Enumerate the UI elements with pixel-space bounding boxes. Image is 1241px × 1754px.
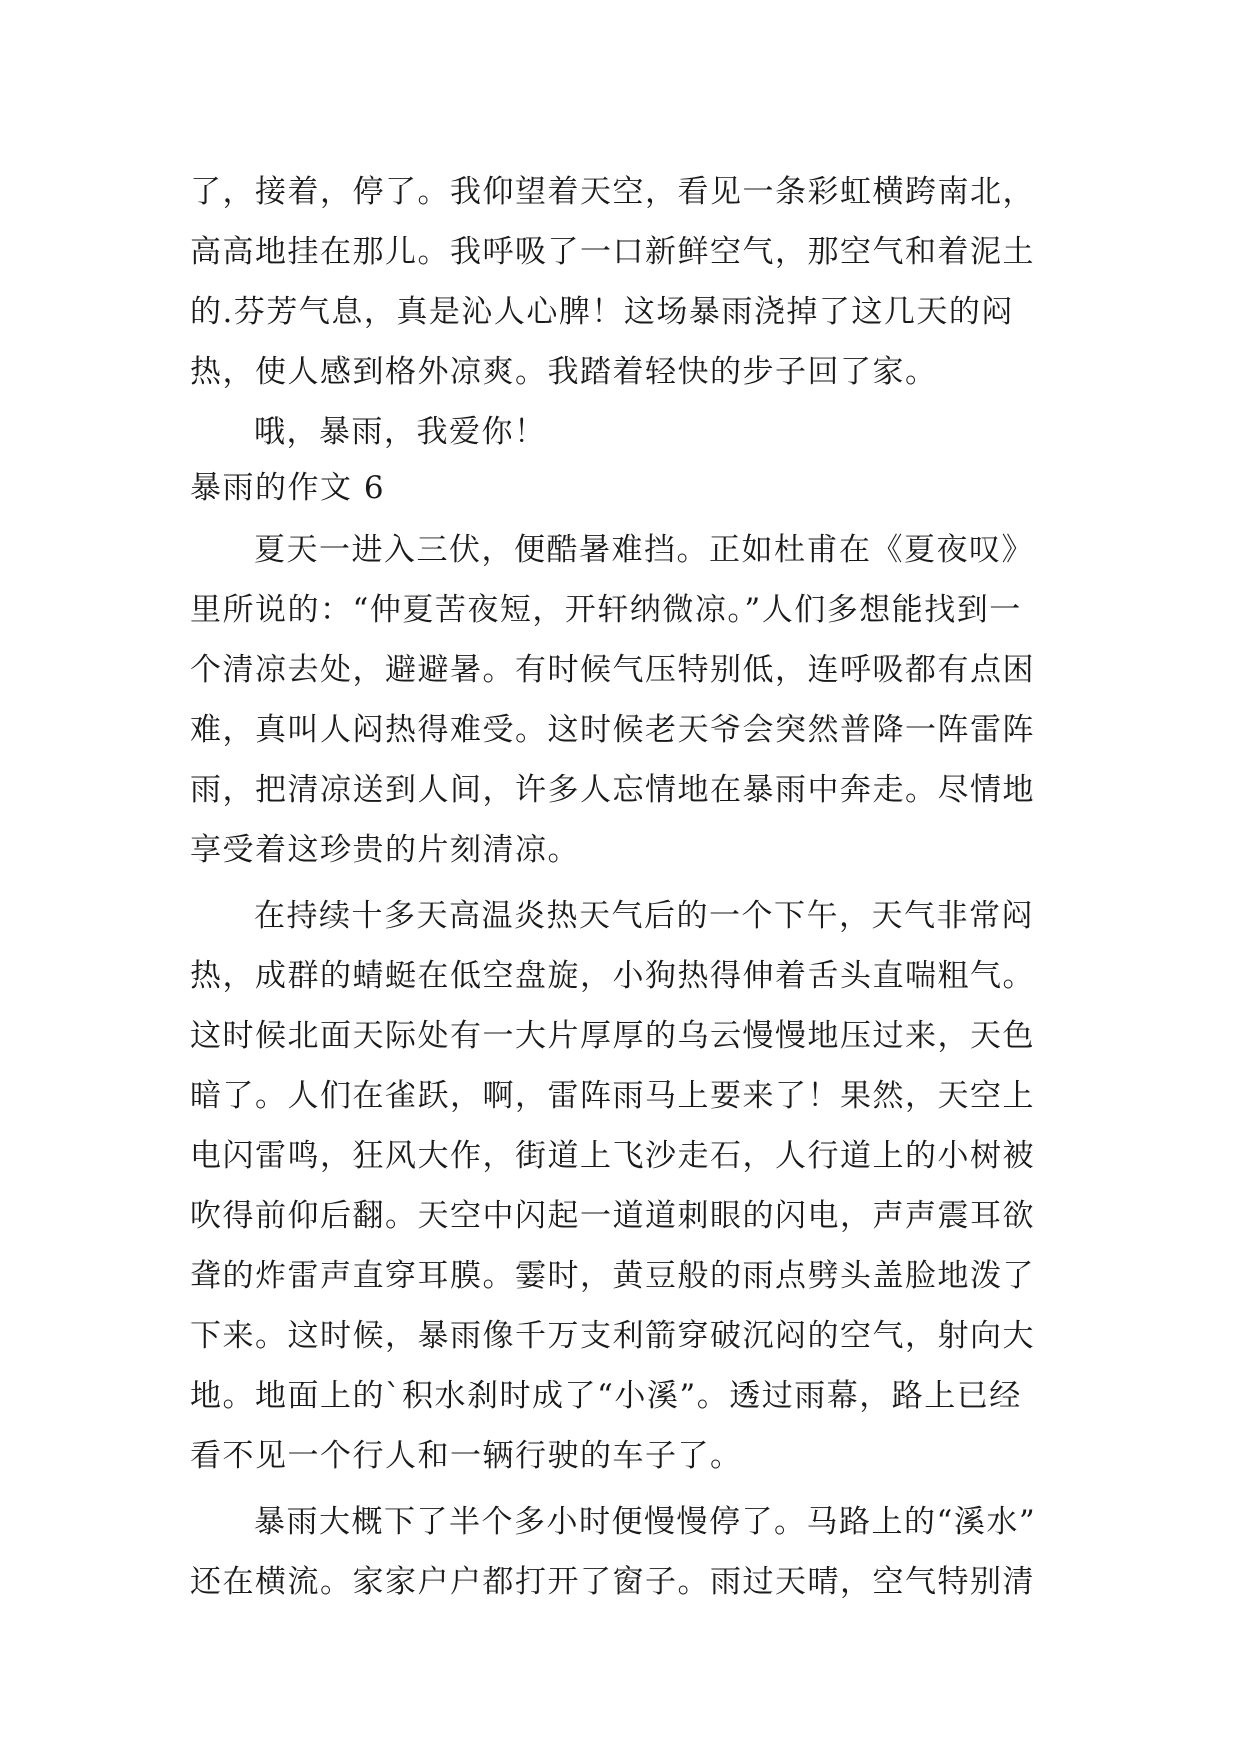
text-line: 热，使人感到格外凉爽。我踏着轻快的步子回了家。 <box>190 354 938 390</box>
section-title: 暴雨的作文 6 <box>190 470 386 506</box>
text-line: 个清凉去处，避避暑。有时候气压特别低，连呼吸都有点困 <box>190 652 1035 688</box>
paragraph-intro-continued <box>190 162 1050 402</box>
text-line: 下来。这时候，暴雨像千万支利箭穿破沉闷的空气，射向大 <box>190 1318 1035 1354</box>
text-line: 高高地挂在那儿。我呼吸了一口新鲜空气，那空气和着泥土 <box>190 234 1035 270</box>
document-body <box>190 162 1050 1612</box>
text-line: 热，成群的蜻蜓在低空盘旋，小狗热得伸着舌头直喘粗气。 <box>190 958 1035 994</box>
text-line: 电闪雷鸣，狂风大作，街道上飞沙走石，人行道上的小树被 <box>190 1138 1035 1174</box>
text-line: 雨，把清凉送到人间，许多人忘情地在暴雨中奔走。尽情地 <box>190 772 1035 808</box>
paragraph-exclaim <box>190 402 1050 462</box>
text-line: 在持续十多天高温炎热天气后的一个下午，天气非常闷 <box>254 898 1034 934</box>
text-line: 吹得前仰后翻。天空中闪起一道道刺眼的闪电，声声震耳欲 <box>190 1198 1035 1234</box>
paragraph-1 <box>190 520 1050 880</box>
text-line: 难，真叫人闷热得难受。这时候老天爷会突然普降一阵雷阵 <box>190 712 1035 748</box>
text-line: 夏天一进入三伏，便酷暑难挡。正如杜甫在《夏夜叹》 <box>254 532 1034 568</box>
text-line: 的.芬芳气息，真是沁人心脾！这场暴雨浇掉了这几天的闷 <box>190 294 1014 330</box>
paragraph-3 <box>190 1492 1050 1612</box>
text-line: 看不见一个行人和一辆行驶的车子了。 <box>190 1438 743 1474</box>
paragraph-2 <box>190 886 1050 1486</box>
text-line: 哦，暴雨，我爱你！ <box>254 414 547 450</box>
text-line: 还在横流。家家户户都打开了窗子。雨过天晴，空气特别清 <box>190 1564 1035 1600</box>
text-line: 地。地面上的`积水刹时成了“小溪”。透过雨幕，路上已经 <box>190 1378 1022 1414</box>
text-line: 聋的炸雷声直穿耳膜。霎时，黄豆般的雨点劈头盖脸地泼了 <box>190 1258 1035 1294</box>
text-line: 了，接着，停了。我仰望着天空，看见一条彩虹横跨南北， <box>190 174 1035 210</box>
text-line: 享受着这珍贵的片刻清凉。 <box>190 832 580 868</box>
text-line: 暗了。人们在雀跃，啊，雷阵雨马上要来了！果然，天空上 <box>190 1078 1035 1114</box>
text-line: 暴雨大概下了半个多小时便慢慢停了。马路上的“溪水” <box>254 1504 1037 1540</box>
text-line: 里所说的：“仲夏苦夜短，开轩纳微凉。”人们多想能找到一 <box>190 592 1022 628</box>
text-line: 这时候北面天际处有一大片厚厚的乌云慢慢地压过来，天色 <box>190 1018 1035 1054</box>
